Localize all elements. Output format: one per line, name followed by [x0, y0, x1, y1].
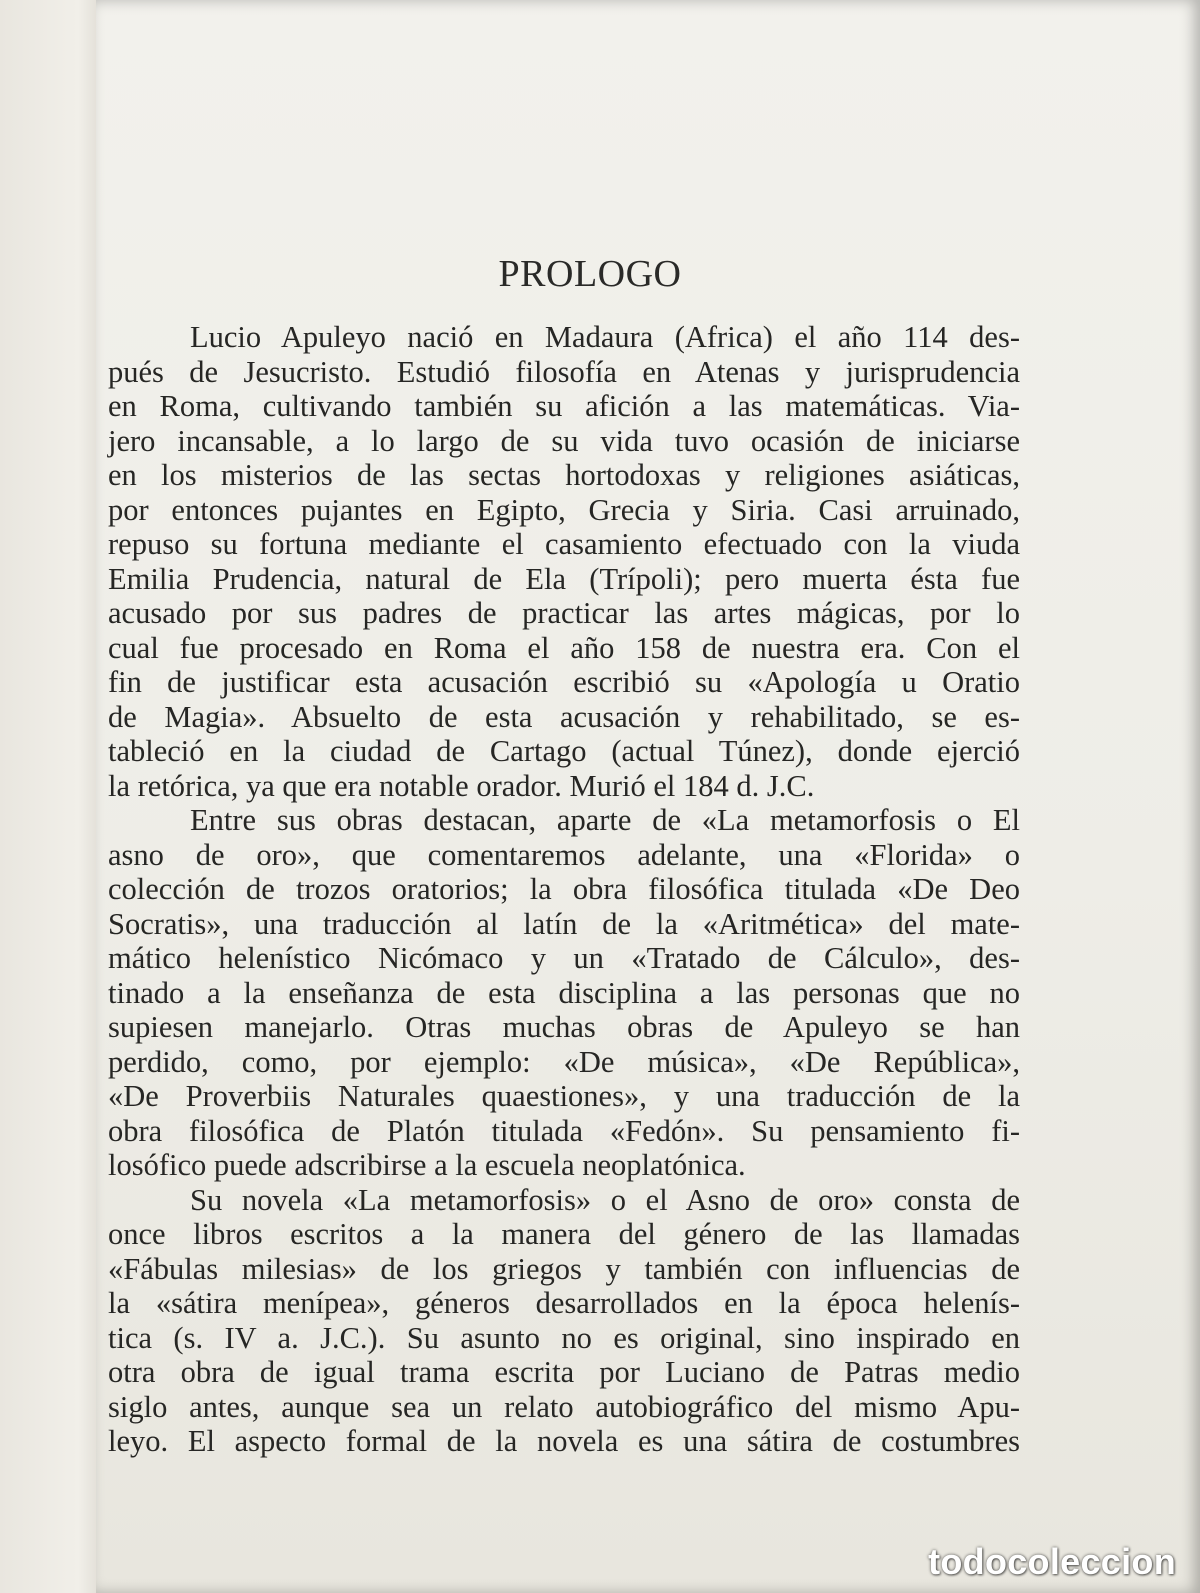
text-line: Socratis», una traducción al latín de la «Aritmética» del mate-	[108, 906, 1020, 941]
page-title: PROLOGO	[498, 253, 682, 295]
text-line: Lucio Apuleyo nació en Madaura (Africa) el año 114 des-	[190, 320, 1020, 354]
text-line: Emilia Prudencia, natural de Ela (Trípoli); pero muerta ésta fue	[108, 561, 1020, 596]
text-line: en Roma, cultivando también su afición a las matemáticas. Via-	[108, 389, 1020, 423]
text-line: colección de trozos oratorios; la obra filosófica titulada «De Deo	[108, 872, 1020, 906]
text-line: supiesen manejarlo. Otras muchas obras de Apuleyo se han	[108, 1010, 1020, 1044]
paragraph-2	[108, 805, 1020, 1185]
text-line: por entonces pujantes en Egipto, Grecia y Siria. Casi arruinado,	[108, 492, 1020, 527]
text-line: asno de oro», que comentaremos adelante, una «Florida» o	[108, 837, 1020, 872]
body-text	[108, 322, 1020, 1461]
paragraph-3	[108, 1182, 1020, 1461]
text-line: tica (s. IV a. J.C.). Su asunto no es original, sino inspirado en	[108, 1320, 1020, 1355]
text-line: la retórica, ya que era notable orador. Murió el 184 d. J.C.	[108, 768, 815, 803]
text-line: leyo. El aspecto formal de la novela es una sátira de costumbres	[108, 1424, 1020, 1458]
text-line: acusado por sus padres de practicar las artes mágicas, por lo	[108, 596, 1020, 630]
text-line: «De Proverbiis Naturales quaestiones», y una traducción de la	[108, 1079, 1020, 1113]
text-line: repuso su fortuna mediante el casamiento efectuado con la viuda	[108, 527, 1020, 561]
text-line: obra filosófica de Platón titulada «Fedón». Su pensamiento fi-	[108, 1113, 1020, 1148]
text-line: losófico puede adscribirse a la escuela neoplatónica.	[108, 1148, 746, 1182]
text-line: perdido, como, por ejemplo: «De música», «De República»,	[108, 1044, 1020, 1079]
text-line: Su novela «La metamorfosis» o el Asno de oro» consta de	[190, 1182, 1020, 1217]
text-line: la «sátira menípea», géneros desarrollados en la época helenís-	[108, 1286, 1020, 1320]
text-line: otra obra de igual trama escrita por Luciano de Patras medio	[108, 1355, 1020, 1389]
text-line: pués de Jesucristo. Estudió filosofía en Atenas y jurisprudencia	[108, 354, 1020, 389]
text-line: de Magia». Absuelto de esta acusación y rehabilitado, se es-	[108, 699, 1020, 734]
watermark-logo: todocoleccion	[928, 1541, 1176, 1582]
text-line: tableció en la ciudad de Cartago (actual Túnez), donde ejerció	[108, 734, 1020, 768]
text-line: siglo antes, aunque sea un relato autobiográfico del mismo Apu-	[108, 1389, 1020, 1424]
paragraph-1	[108, 322, 1020, 805]
text-line: tinado a la enseñanza de esta disciplina a las personas que no	[108, 975, 1020, 1010]
text-line: Entre sus obras destacan, aparte de «La metamorfosis o El	[190, 803, 1020, 837]
text-line: mático helenístico Nicómaco y un «Tratado de Cálculo», des-	[108, 941, 1020, 975]
text-line: en los misterios de las sectas hortodoxas y religiones asiáticas,	[108, 458, 1020, 492]
text-line: once libros escritos a la manera del género de las llamadas	[108, 1217, 1020, 1251]
text-line: «Fábulas milesias» de los griegos y también con influencias de	[108, 1251, 1020, 1286]
text-line: cual fue procesado en Roma el año 158 de nuestra era. Con el	[108, 630, 1020, 665]
text-line: fin de justificar esta acusación escribió su «Apología u Oratio	[108, 665, 1020, 699]
text-line: jero incansable, a lo largo de su vida tuvo ocasión de iniciarse	[108, 423, 1020, 458]
